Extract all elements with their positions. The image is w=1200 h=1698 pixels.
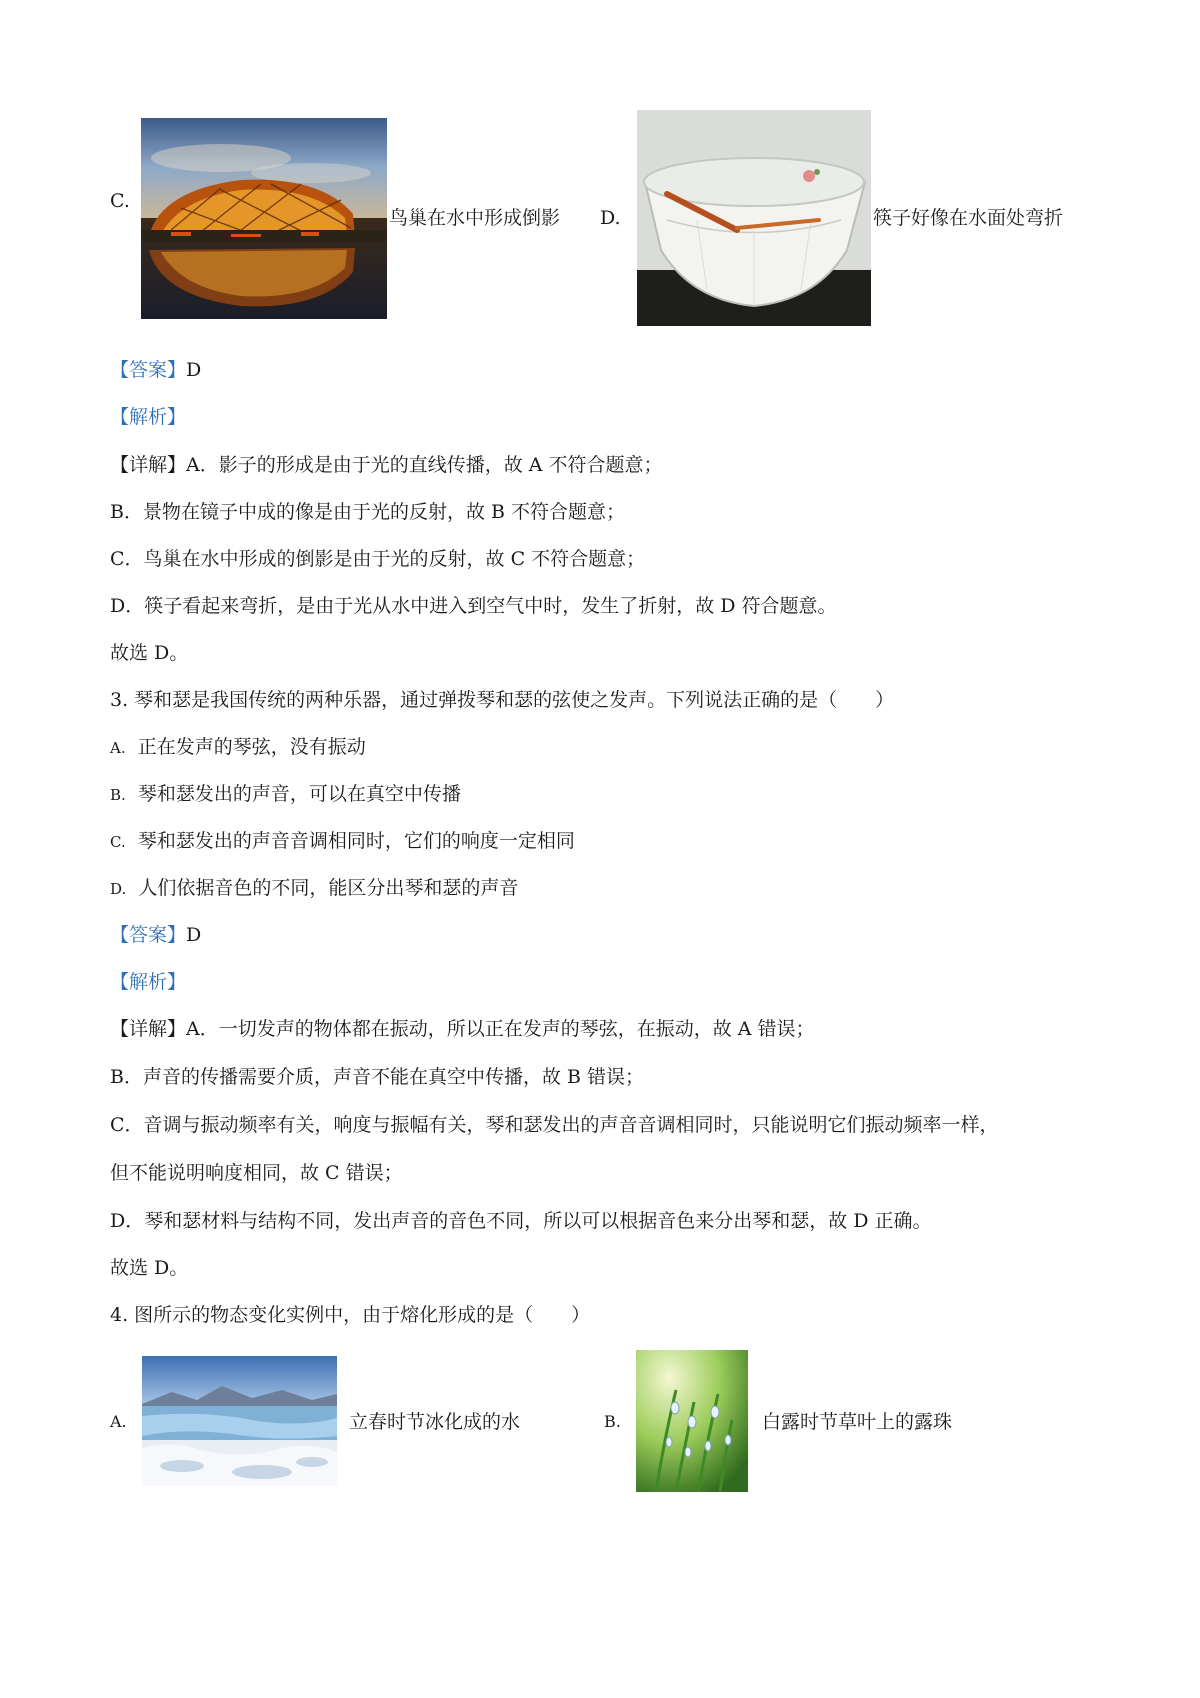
answer-label: 【答案】 bbox=[110, 359, 187, 381]
answer-value: D bbox=[186, 359, 202, 381]
detail-label: 【详解】 bbox=[110, 454, 187, 476]
option-letter: A. bbox=[110, 739, 126, 757]
option-letter: C. bbox=[110, 833, 126, 851]
q3-option-a bbox=[110, 733, 366, 762]
q4-stem: 4. 图所示的物态变化实例中，由于熔化形成的是（ ） bbox=[110, 1304, 591, 1326]
q2-detail-line: C．鸟巢在水中形成的倒影是由于光的反射，故 C 不符合题意； bbox=[110, 548, 646, 570]
q3-detail-line: B．声音的传播需要介质，声音不能在真空中传播，故 B 错误； bbox=[110, 1066, 645, 1088]
option-text: 人们依据音色的不同，能区分出琴和瑟的声音 bbox=[138, 877, 519, 899]
q3-option-c bbox=[110, 827, 575, 856]
option-letter: D. bbox=[110, 880, 127, 898]
option-text: 琴和瑟发出的声音，可以在真空中传播 bbox=[137, 783, 461, 805]
q4-option-b-letter: B. bbox=[604, 1412, 621, 1431]
option-text: 琴和瑟发出的声音音调相同时，它们的响度一定相同 bbox=[137, 830, 575, 852]
q3-analysis-label bbox=[110, 968, 186, 996]
q3-conclusion: 故选 D。 bbox=[110, 1257, 189, 1279]
q2-detail-line: B．景物在镜子中成的像是由于光的反射，故 B 不符合题意； bbox=[110, 501, 626, 523]
q3-detail-line: 但不能说明响度相同，故 C 错误； bbox=[110, 1162, 403, 1184]
q2-conclusion: 故选 D。 bbox=[110, 642, 189, 664]
q2-answer bbox=[110, 356, 201, 384]
option-d-caption: 筷子好像在水面处弯折 bbox=[873, 207, 1064, 229]
q3-answer bbox=[110, 921, 201, 949]
q4-option-a-caption: 立春时节冰化成的水 bbox=[349, 1411, 521, 1433]
q4-option-b-caption: 白露时节草叶上的露珠 bbox=[762, 1411, 953, 1433]
q3-option-b bbox=[110, 780, 461, 809]
q2-detail-line bbox=[110, 451, 663, 479]
q3-stem: 3. 琴和瑟是我国传统的两种乐器，通过弹拨琴和瑟的弦使之发声。下列说法正确的是（ ） bbox=[110, 689, 895, 711]
q2-detail-line: D．筷子看起来弯折，是由于光从水中进入到空气中时，发生了折射，故 D 符合题意。 bbox=[110, 595, 837, 617]
answer-value: D bbox=[186, 924, 202, 946]
melting-ice-image bbox=[142, 1356, 337, 1486]
answer-label: 【答案】 bbox=[110, 924, 187, 946]
option-d-letter: D. bbox=[600, 207, 621, 229]
detail-label: 【详解】 bbox=[110, 1018, 187, 1040]
q3-detail-line bbox=[110, 1015, 815, 1043]
detail-text: A．影子的形成是由于光的直线传播，故 A 不符合题意； bbox=[186, 454, 663, 476]
analysis-label: 【解析】 bbox=[110, 971, 187, 993]
option-c-letter: C. bbox=[110, 190, 130, 212]
dew-on-grass-image bbox=[636, 1350, 748, 1492]
chopsticks-in-bowl-image bbox=[637, 110, 871, 326]
q2-analysis-label bbox=[110, 403, 186, 431]
q3-option-d bbox=[110, 874, 518, 903]
option-c-caption: 鸟巢在水中形成倒影 bbox=[389, 207, 561, 229]
q4-option-a-letter: A. bbox=[110, 1412, 127, 1431]
q3-detail-line: D．琴和瑟材料与结构不同，发出声音的音色不同，所以可以根据音色来分出琴和瑟，故 D 正确。 bbox=[110, 1210, 932, 1232]
detail-text: A．一切发声的物体都在振动，所以正在发声的琴弦，在振动，故 A 错误； bbox=[186, 1018, 815, 1040]
option-letter: B. bbox=[110, 786, 126, 804]
q3-detail-line: C．音调与振动频率有关，响度与振幅有关，琴和瑟发出的声音音调相同时，只能说明它们振动频率一样， bbox=[110, 1114, 999, 1136]
analysis-label: 【解析】 bbox=[110, 406, 187, 428]
option-text: 正在发声的琴弦，没有振动 bbox=[137, 736, 366, 758]
bird-nest-reflection-image bbox=[141, 118, 387, 319]
